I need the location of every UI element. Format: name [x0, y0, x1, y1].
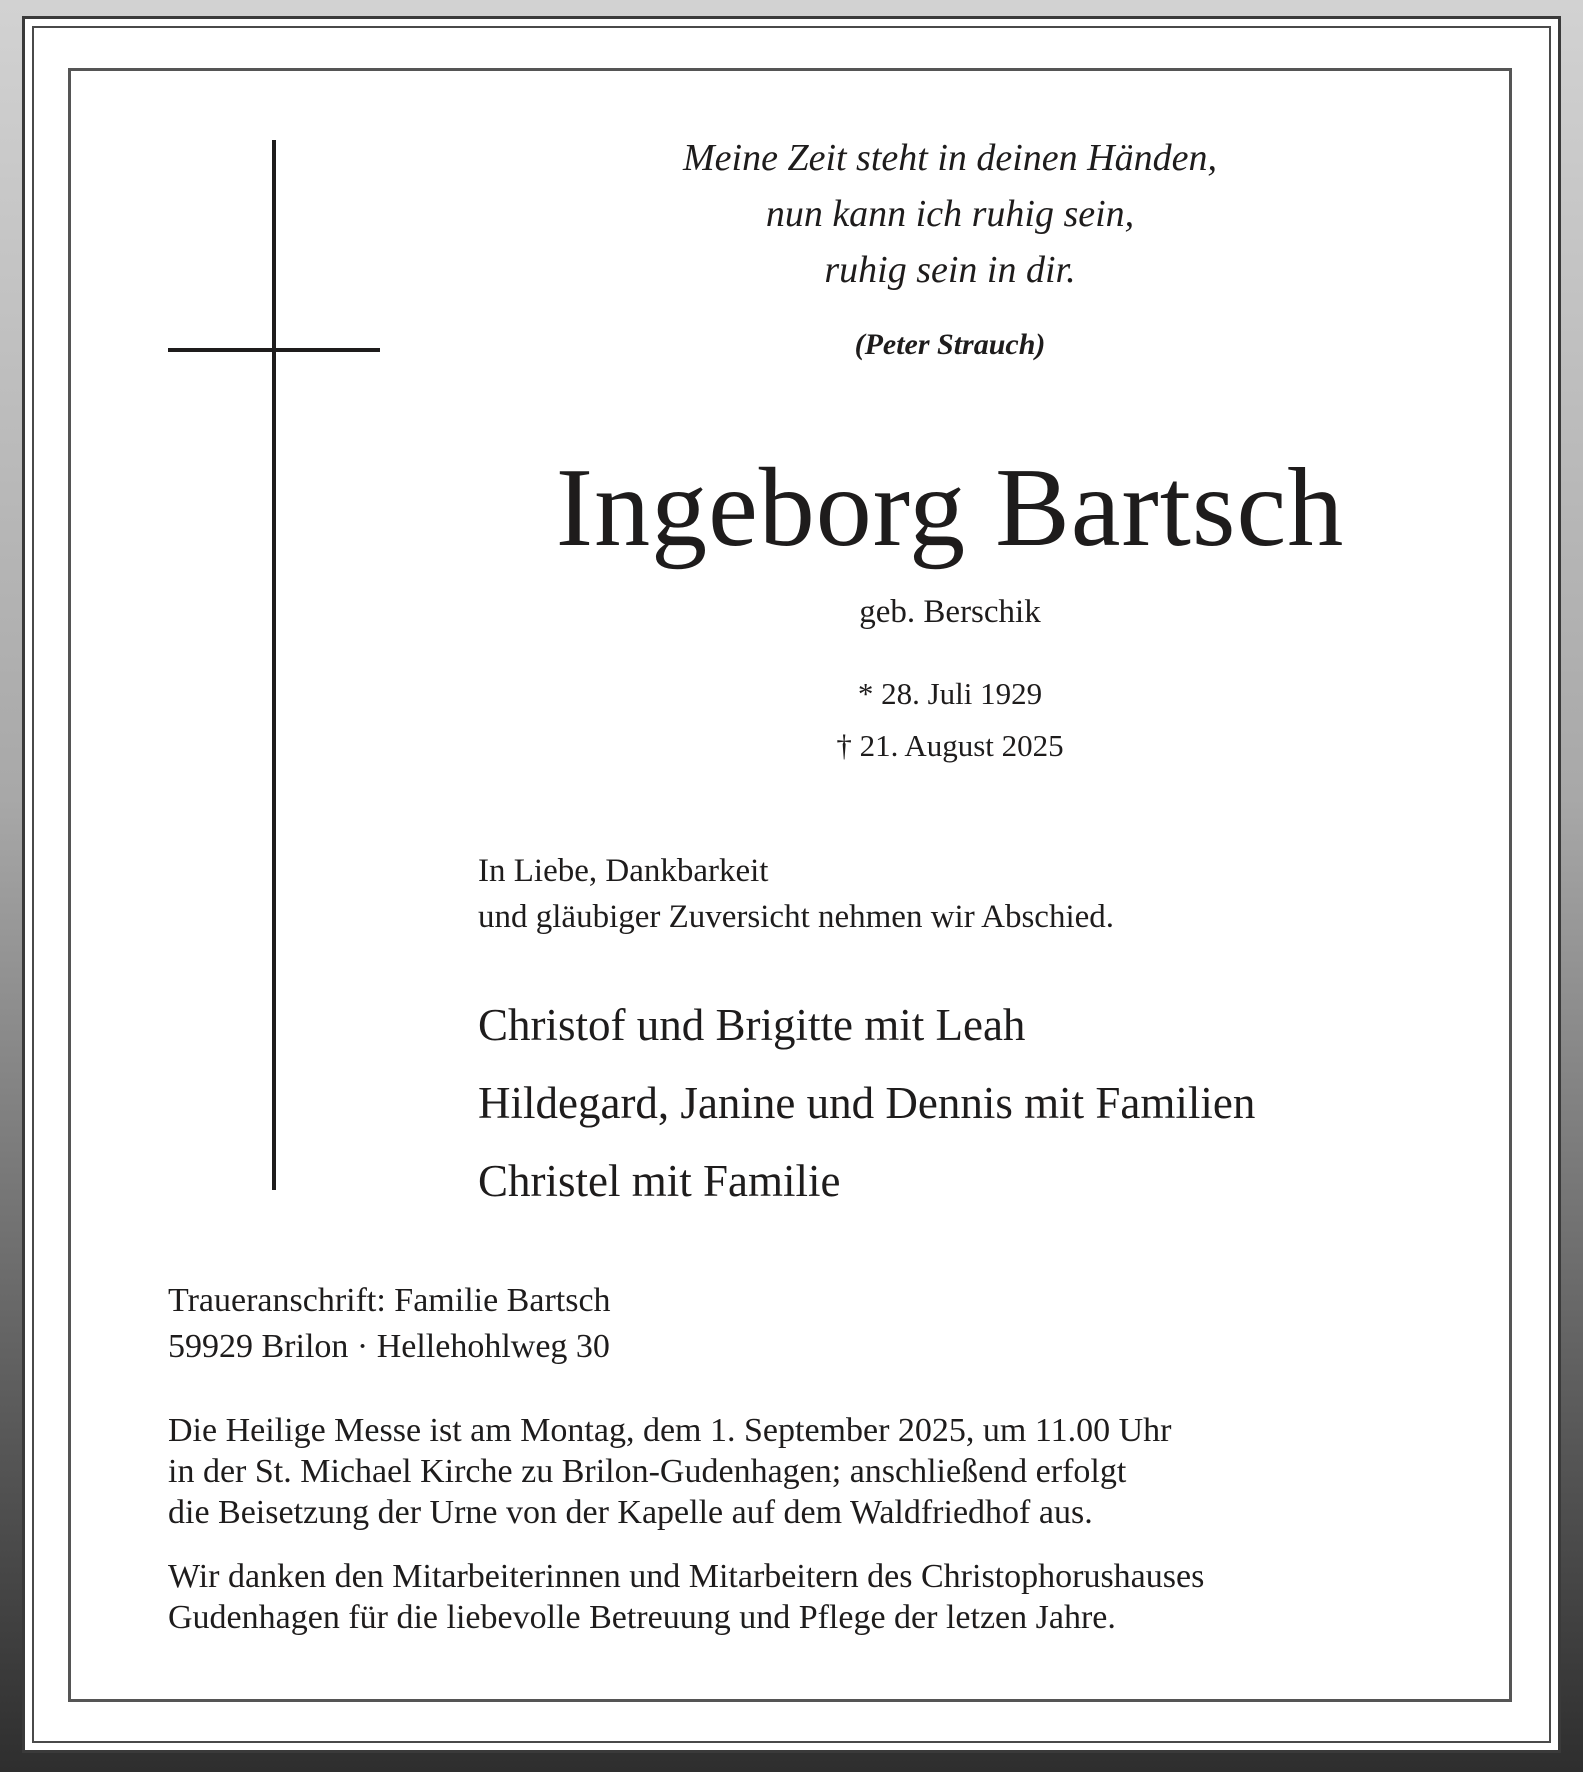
poem-line: Meine Zeit steht in deinen Händen, [683, 137, 1217, 179]
mass-line: in der St. Michael Kirche zu Brilon-Gudenhagen; anschließend erfolgt [168, 1453, 1127, 1490]
poem-line: nun kann ich ruhig sein, [765, 193, 1135, 235]
life-dates [500, 668, 1400, 772]
thanks-line: Gudenhagen für die liebevolle Betreuung und Pflege der letzen Jahre. [168, 1599, 1116, 1636]
thanks-note [168, 1556, 1204, 1638]
mass-line: Die Heilige Messe ist am Montag, dem 1. September 2025, um 11.00 Uhr [168, 1412, 1172, 1449]
cross-horizontal-bar [168, 348, 380, 352]
mourner-line: Hildegard, Janine und Dennis mit Familien [478, 1078, 1256, 1128]
poem-author: (Peter Strauch) [854, 328, 1046, 361]
mourner-line: Christel mit Familie [478, 1156, 841, 1206]
deceased-name: Ingeborg Bartsch [555, 446, 1345, 570]
mass-line: die Beisetzung der Urne von der Kapelle auf dem Waldfriedhof aus. [168, 1494, 1093, 1531]
poem [500, 130, 1400, 298]
address-line: 59929 Brilon · Hellehohlweg 30 [168, 1328, 610, 1365]
maiden-name: geb. Berschik [859, 594, 1041, 630]
birth-date: * 28. Juli 1929 [857, 676, 1043, 711]
mourners-list [478, 986, 1255, 1220]
thanks-line: Wir danken den Mitarbeiterinnen und Mitarbeitern des Christophorushauses [168, 1558, 1205, 1595]
cross-vertical-bar [272, 140, 276, 1190]
death-date: † 21. August 2025 [836, 728, 1064, 763]
farewell-line: und gläubiger Zuversicht nehmen wir Abschied. [478, 899, 1115, 935]
farewell-line: In Liebe, Dankbarkeit [478, 853, 769, 889]
funeral-mass-info [168, 1410, 1171, 1533]
poem-line: ruhig sein in dir. [824, 249, 1076, 291]
farewell-text [478, 848, 1114, 940]
mourner-line: Christof und Brigitte mit Leah [478, 1000, 1026, 1050]
address-line: Traueranschrift: Familie Bartsch [168, 1282, 611, 1319]
mourning-address [168, 1278, 611, 1370]
